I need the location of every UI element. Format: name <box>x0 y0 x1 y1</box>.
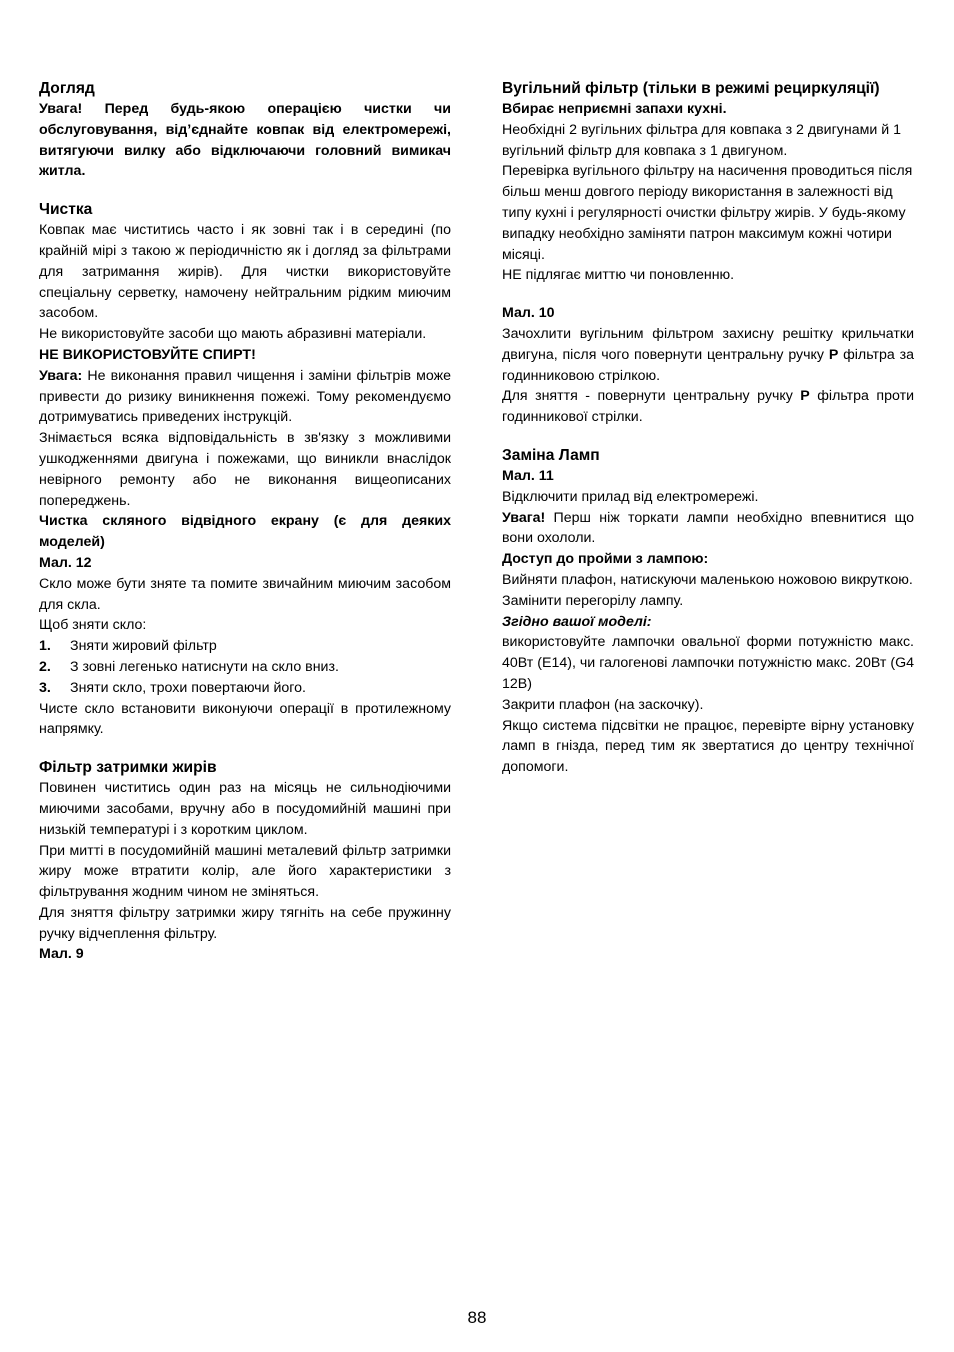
carbon-p5-text-end: фільтра проти годинникової стрілки. <box>502 388 914 426</box>
lamps-model-heading: Згідно вашої моделі: <box>502 613 652 630</box>
cleaning-warning-text: Не виконання правил чищення і заміни фільтрів може привести до ризику виникнення пожежі. Тому рекомендуємо дотримуватись приведених інструкцій. <box>39 367 451 426</box>
glass-step <box>39 657 451 678</box>
lamps-paragraph-2: Вийняти плафон, натискуючи маленькою ножовою викруткою. <box>502 571 913 588</box>
lamps-paragraph-5: Закрити плафон (на заскочку). <box>502 696 704 713</box>
cleaning-paragraph-2: Не використовуйте засоби що мають абразивні матеріали. <box>39 326 427 343</box>
carbon-paragraph-3: НЕ підлягає миттю чи поновленню. <box>502 267 735 284</box>
lamps-warning <box>502 508 914 550</box>
carbon-p4-text-end: фільтра за годинниковою стрілкою. <box>502 346 914 384</box>
glass-figure-ref: Мал. 12 <box>39 554 92 571</box>
glass-paragraph-2: Щоб зняти скло: <box>39 617 147 634</box>
glass-paragraph-3: Чисте скло встановити виконуючи операції в протилежному напрямку. <box>39 700 451 738</box>
knob-letter: P <box>828 346 839 363</box>
carbon-paragraph-1: Необхідні 2 вугільних фільтра для ковпака з 2 двигунами й 1 вугільний фільтр для ковпака з 1 двигуном. <box>502 121 901 159</box>
carbon-filter-heading: Вугільний фільтр (тільки в режимі рециркуляції) <box>502 80 880 97</box>
cleaning-warning <box>39 366 451 428</box>
care-heading: Догляд <box>39 80 95 97</box>
glass-step-text: З зовні легенько натиснути на скло вниз. <box>70 658 339 675</box>
lamps-access-heading: Доступ до пройми з лампою: <box>502 551 709 568</box>
carbon-p4-text-start: Зачохлити вугільним фільтром захисну решітку крильчатки двигуна, після чого повернути центральну ручку <box>502 325 914 363</box>
lamps-paragraph-3: Замінити перегорілу лампу. <box>502 592 684 609</box>
cleaning-warning-label: Увага: <box>39 367 83 384</box>
carbon-filter-subheading: Вбирає неприємні запахи кухні. <box>502 101 727 117</box>
right-column <box>502 78 914 778</box>
lamps-paragraph-4: використовуйте лампочки овальної форми потужністю макс. 40Вт (E14), чи галогенові лампочки потужністю макс. 20Вт (G4 12В) <box>502 634 914 692</box>
knob-letter: P <box>800 388 810 405</box>
glass-step-number: 1. <box>39 638 51 655</box>
carbon-paragraph-2: Перевірка вугільного фільтру на насичення проводиться після більш менш довгого періоду використання в залежності від типу кухні і регулярності очистки фільтру жирів. У будь-якому випадку необхідно заміняти патрон максимум кожні чотири місяці. <box>502 163 913 263</box>
lamps-warning-label: Увага! <box>502 509 546 526</box>
glass-step-text: Зняти жировий фільтр <box>70 638 217 655</box>
grease-paragraph-2: При митті в посудомийній машині металевий фільтр затримки жиру може втратити колір, але його характеристики з фільтрування жодним чином не зміняться. <box>39 842 451 901</box>
glass-heading: Чистка скляного відвідного екрану (є для деяких моделей) <box>39 513 451 551</box>
glass-step-number: 2. <box>39 658 51 675</box>
grease-paragraph-3: Для зняття фільтру затримки жиру тягніть на себе пружинну ручку відчеплення фільтру. <box>39 904 451 942</box>
carbon-figure-ref: Мал. 10 <box>502 305 555 322</box>
carbon-p5-text-start: Для зняття - повернути центральну ручку <box>502 388 801 405</box>
left-column <box>39 78 451 965</box>
lamps-paragraph-6: Якщо система підсвітки не працює, перевірте вірну установку ламп в гнізда, перед тим як звертатися до центру технічної допомоги. <box>502 717 914 776</box>
lamps-figure-ref: Мал. 11 <box>502 467 554 484</box>
cleaning-heading: Чистка <box>39 201 93 219</box>
grease-figure-ref: Мал. 9 <box>39 946 84 963</box>
no-alcohol-warning: НЕ ВИКОРИСТОВУЙТЕ СПИРТ! <box>39 346 256 363</box>
lamps-warning-text: Перш ніж торкати лампи необхідно впевнитися що вони охололи. <box>502 509 914 547</box>
glass-step-text: Зняти скло, трохи повертаючи його. <box>70 679 306 696</box>
glass-step-number: 3. <box>39 679 51 696</box>
carbon-paragraph-5 <box>502 386 914 428</box>
carbon-paragraph-4 <box>502 324 914 386</box>
care-warning: Увага! Перед будь-якою операцією чистки чи обслуговування, від’єднайте ковпак від електромережі, витягуючи вилку або відключаючи головний вимикач житла. <box>39 101 451 180</box>
glass-paragraph-1: Скло може бути зняте та помите звичайним миючим засобом для скла. <box>39 575 451 613</box>
lamps-paragraph-1: Відключити прилад від електромережі. <box>502 488 759 505</box>
cleaning-paragraph-1: Ковпак має чиститись часто і як зовні так і в середині (по крайній мірі з такою ж періодичністю як і догляд за фільтрами для затримання жирів). Для чистки використовуйте спеціальну серветку, намочену нейтральним рідким миючим засобом. <box>39 222 451 322</box>
lamps-heading: Заміна Ламп <box>502 446 600 464</box>
glass-step <box>39 678 451 699</box>
cleaning-paragraph-3: Знімається всяка відповідальність в зв'язку з можливими ушкодженнями двигуна і пожежами, що виникли внаслідок невірного ремонту або не виконання вищеописаних попереджень. <box>39 430 451 509</box>
grease-paragraph-1: Повинен чиститись один раз на місяць не сильнодіючими миючими засобами, вручну або в посудомийній машині при низькій температурі і з коротким циклом. <box>39 780 451 838</box>
glass-step <box>39 636 451 657</box>
grease-filter-heading: Фільтр затримки жирів <box>39 759 217 777</box>
page-number: 88 <box>467 1308 487 1327</box>
